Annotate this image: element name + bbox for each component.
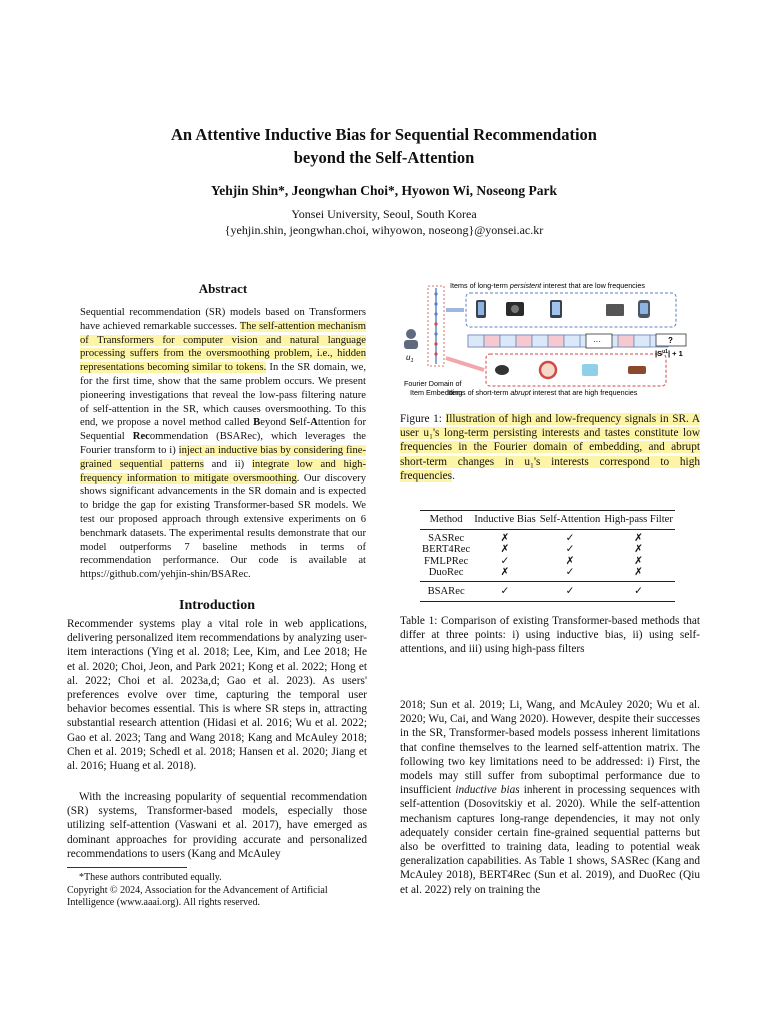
figure-1 xyxy=(398,278,704,402)
table-row xyxy=(420,530,675,545)
method-cell: BERT4Rec xyxy=(422,544,471,556)
affiliation-block xyxy=(0,206,768,238)
ellipsis-text: ··· xyxy=(593,337,601,346)
intro-paragraph-1: Recommender systems play a vital role in web applications, delivering personalized item recommendations by analyzing user-item interactions (Ying et al. 2018; Lee, Kim, and Lee 2018; He et al. 2020; Choi, Jeon, and Park 2021; Kong et al. 2022; Hong et al. 2022; Choi et al. 2023a,d; Gao et al. 2023). As users' preferences evolve over time, capturing the temporal user behavior becomes essential. This is where SR steps in, attracting substantial research attention (Hidasi et al. 2016; Wu et al. 2022; Gao et al. 2023; Tang and Wang 2018; Kang and McAuley 2018; Chen et al. 2019; Schedl et al. 2018; Hansen et al. 2020; Jiang et al. 2016; Huang et al. 2018). xyxy=(67,618,367,773)
method-cell: BSARec xyxy=(427,586,465,598)
pan-icon xyxy=(495,365,509,375)
lifebuoy-icon xyxy=(540,362,556,378)
acronym-letter: B xyxy=(253,417,261,429)
value-cell: ✗ xyxy=(634,566,644,578)
seq-cell xyxy=(618,335,634,347)
paragraph-part: 2018; Sun et al. 2019; Li, Wang, and McAuley 2020; Wu et al. 2020; Wu, Cai, and Wang 2020). However, despite their successes in the SR, Transformer-based models possess inherent limitations that confine themselves to the learned self-attention matrix. The following two key limitations need to be addressed: i) First, the models may still suffer from suboptimal performance due to insufficient xyxy=(400,699,700,797)
method-cell: FMLPRec xyxy=(424,555,469,567)
value-cell: ✓ xyxy=(500,555,510,567)
footnote-rule xyxy=(67,867,187,868)
value-cell: ✓ xyxy=(565,544,575,556)
user-body-icon xyxy=(404,340,418,349)
fourier-node xyxy=(434,312,437,315)
abstract-heading: Abstract xyxy=(198,281,248,296)
title-line-1: An Attentive Inductive Bias for Sequential Recommendation xyxy=(171,125,597,144)
table-1-caption: Table 1: Comparison of existing Transformer-based methods that differ at three points: i) using inductive bias, ii) using self-attentions, and iii) using high-pass filters xyxy=(400,615,700,656)
table-1 xyxy=(420,510,675,602)
header-high-pass-filter: High-pass Filter xyxy=(604,514,673,525)
next-item-question: ? xyxy=(668,336,673,345)
header-self-attention: Self-Attention xyxy=(539,514,601,525)
footnote xyxy=(67,872,367,910)
abstract-highlight: inject an inductive bias by considering fine-grained sequential patterns xyxy=(80,444,366,470)
value-cell: ✓ xyxy=(565,586,575,598)
intro-paragraph-2: With the increasing popularity of sequential recommendation (SR) systems, Transformer-based models, especially those utilizing self-attention (Vaswani et al. 2017), have emerged as dominant approaches for providing accurate and personalized recommendations to users (Kang and McAuley xyxy=(67,791,367,860)
comparison-table xyxy=(420,510,675,602)
abstract-part: eyond xyxy=(260,417,290,429)
value-cell: ✗ xyxy=(634,533,644,545)
header-method: Method xyxy=(429,514,463,525)
fourier-node xyxy=(434,352,437,355)
right-column-paragraph xyxy=(400,698,700,897)
title-line-2: beyond the Self-Attention xyxy=(293,148,475,167)
high-frequency-arrow xyxy=(446,358,484,370)
value-cell: ✗ xyxy=(500,544,510,556)
abstract-text xyxy=(80,306,366,582)
acronym-letter: Rec xyxy=(132,431,150,443)
phone-screen-icon xyxy=(478,302,484,315)
seq-cell xyxy=(516,335,532,347)
seq-cell xyxy=(634,335,650,347)
camera-lens-icon xyxy=(511,305,519,313)
value-cell: ✗ xyxy=(565,555,575,567)
top-label: Items of long-term persistent interest that are low frequencies xyxy=(450,281,645,290)
method-cell: SASRec xyxy=(428,533,465,545)
figure-1-diagram xyxy=(398,278,704,402)
abstract-highlight: integrate low and high-frequency information to mitigate oversmoothing xyxy=(80,458,366,484)
emails: {yehjin.shin, jeongwhan.choi, wihyowon, noseong}@yonsei.ac.kr xyxy=(224,223,544,237)
paragraph-part: inherent in processing sequences with self-attention (Dosovitskiy et al. 2020). While the self-attention mechanism captures long-range dependencies, it may not only adequately consider certain fine-grained sequential patterns but also be overfitted to training data, leading to potential weak generalization capabilities. As Table 1 shows, SASRec (Kang and McAuley 2018), BERT4Rec (Sun et al. 2019), and DuoRec (Qiu et al. 2022) rely on training the xyxy=(400,784,700,896)
seq-cell xyxy=(500,335,516,347)
bottom-label: Items of short-term abrupt interest that are high frequencies xyxy=(448,388,638,397)
abstract-part: elf- xyxy=(295,417,311,429)
abstract-part: . Our discovery shows significant advancements in the SR domain and is expected to bridge the gap for existing Transformer-based SR models. We test our proposed approach through extensive experiments on 6 benchmark datasets. The experimental results demonstrate that our model outperforms 7 baseline methods in terms of recommendation performance. Our code is available at https://github.com/yehjin-shin/BSARec. xyxy=(80,472,366,581)
figure-caption-prefix: Figure 1: xyxy=(400,413,446,425)
user-avatar-icon xyxy=(406,329,416,339)
method-cell: DuoRec xyxy=(428,566,464,578)
fourier-label-2: Item Embedding xyxy=(410,388,463,397)
user-label: $u_1$ xyxy=(406,353,414,364)
copyright-notice: Copyright © 2024, Association for the Advancement of Artificial Intelligence (www.aaai.org). All rights reserved. xyxy=(67,884,328,908)
table-header-row xyxy=(420,511,675,530)
author-list: Yehjin Shin*, Jeongwhan Choi*, Hyowon Wi, Noseong Park xyxy=(210,183,558,198)
abstract-part: In the SR domain, we, for the first time, show that the same problem occurs. We present pioneering investigations that reveal the low-pass filtering nature of self-attention in the SR, which causes oversmoothing. To this end, we propose a novel method called xyxy=(80,362,366,429)
table-final-row xyxy=(420,582,675,602)
acronym-letter: S xyxy=(289,417,296,429)
abstract-highlight: The self-attention mechanism of Transformers for computer vision and natural language processing suffers from the oversmoothing problem, i.e., hidden representations becoming similar to tokens. xyxy=(80,320,366,374)
sequence-length-label: $|S^{u1}| + 1$ xyxy=(655,349,683,358)
watch-face-icon xyxy=(640,303,648,314)
value-cell: ✗ xyxy=(500,566,510,578)
fourier-node xyxy=(434,342,437,345)
abstract-part: ttention for Sequential xyxy=(80,417,366,443)
goggles-icon xyxy=(582,364,598,376)
fourier-node xyxy=(434,292,437,295)
value-cell: ✗ xyxy=(634,555,644,567)
fourier-node xyxy=(434,332,437,335)
header-inductive-bias: Inductive Bias xyxy=(474,514,536,525)
abstract-part: ommendation (BSARec), which leverages the Fourier transform to i) xyxy=(80,431,366,456)
acronym-letter: A xyxy=(310,417,318,429)
value-cell: ✗ xyxy=(634,544,644,556)
fourier-node xyxy=(434,322,437,325)
figure-caption-highlight: Illustration of high and low-frequency signals in SR. A user u₁'s long-term persisting interests and tastes constitute low frequencies in the Fourier domain of embedding, and abrupt short-term changes in u₁'s interests correspond to high frequencies xyxy=(400,413,700,482)
affiliation: Yonsei University, Seoul, South Korea xyxy=(291,207,477,221)
seq-cell xyxy=(484,335,500,347)
shoes-icon xyxy=(628,366,646,374)
fourier-label-1: Fourier Domain of xyxy=(404,379,462,388)
value-cell: ✓ xyxy=(500,586,510,598)
value-cell: ✗ xyxy=(500,533,510,545)
fourier-node xyxy=(434,302,437,305)
abstract-part: and ii) xyxy=(203,458,252,470)
figure-caption-suffix: . xyxy=(452,469,455,482)
table-row xyxy=(420,556,675,567)
table-row xyxy=(420,567,675,582)
paper-title xyxy=(0,123,768,169)
tablet-screen-icon xyxy=(552,302,560,315)
speaker-icon xyxy=(606,304,624,316)
seq-cell xyxy=(564,335,580,347)
value-cell: ✓ xyxy=(565,533,575,545)
value-cell: ✓ xyxy=(634,586,644,598)
table-row xyxy=(420,544,675,555)
value-cell: ✓ xyxy=(565,566,575,578)
emphasis-inductive-bias: inductive bias xyxy=(455,784,520,797)
figure-1-caption xyxy=(400,412,700,483)
seq-cell xyxy=(548,335,564,347)
equal-contribution-note: *These authors contributed equally. xyxy=(79,872,222,883)
persistent-item-icons xyxy=(476,300,650,318)
seq-cell xyxy=(532,335,548,347)
abrupt-item-icons xyxy=(495,362,646,378)
abstract-part: Sequential recommendation (SR) models based on Transformers have achieved remarkable successes. xyxy=(80,307,366,332)
seq-cell xyxy=(468,335,484,347)
introduction-heading: Introduction xyxy=(179,598,255,613)
